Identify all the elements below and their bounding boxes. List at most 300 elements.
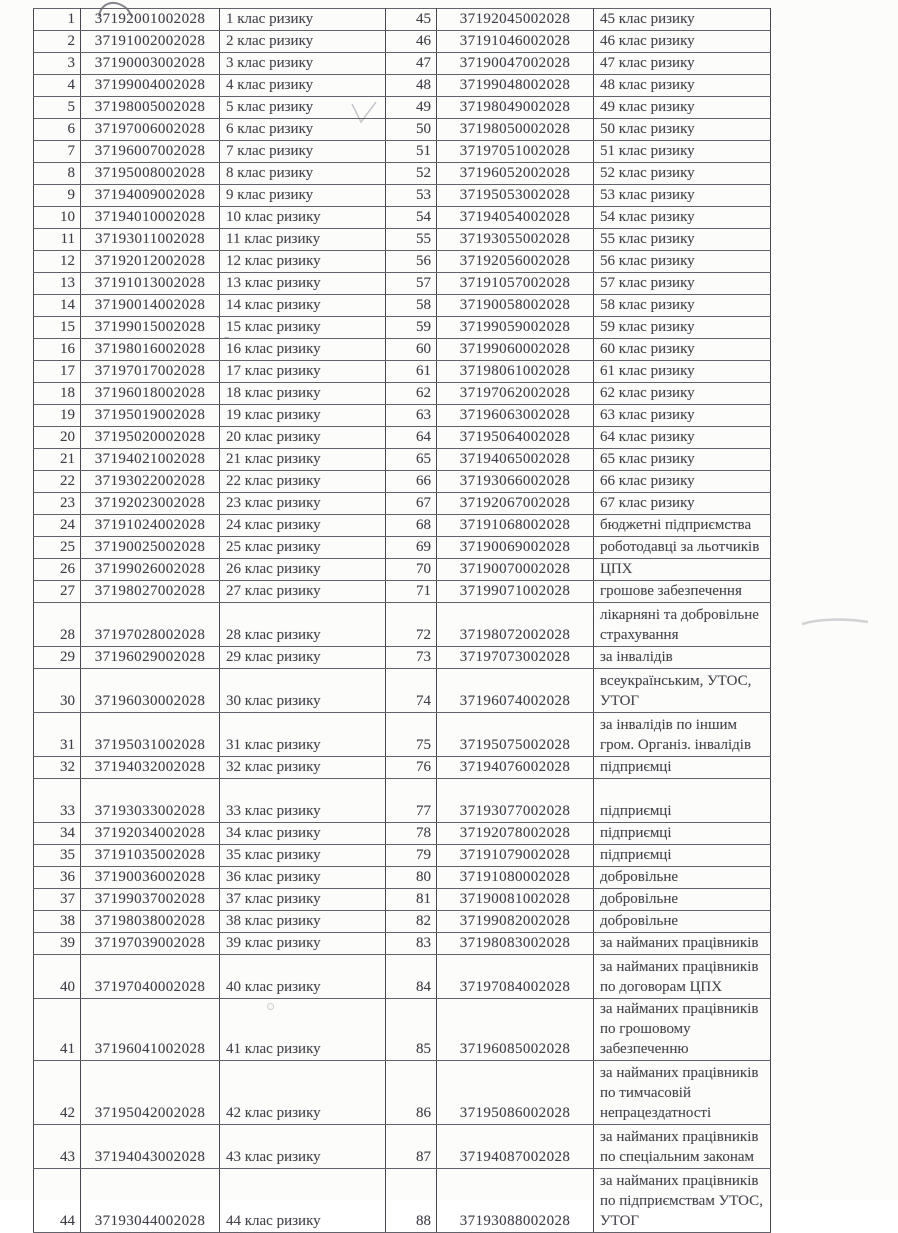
account-number-right: 37193066002028 bbox=[437, 471, 594, 493]
description-right: за найманих працівників bbox=[594, 933, 771, 955]
account-number-left: 37194043002028 bbox=[81, 1125, 220, 1169]
table-row bbox=[34, 163, 771, 185]
account-number-left: 37198016002028 bbox=[81, 339, 220, 361]
risk-class-left: 44 клас ризику bbox=[220, 1169, 386, 1233]
row-index-right: 74 bbox=[386, 669, 437, 713]
account-number-left: 37190025002028 bbox=[81, 537, 220, 559]
account-number-left: 37190036002028 bbox=[81, 867, 220, 889]
risk-class-left: 33 клас ризику bbox=[220, 779, 386, 823]
account-number-left: 37192034002028 bbox=[81, 823, 220, 845]
description-right: 63 клас ризику bbox=[594, 405, 771, 427]
table-row bbox=[34, 317, 771, 339]
table-row bbox=[34, 669, 771, 713]
table-row bbox=[34, 1061, 771, 1125]
description-right: добровільне bbox=[594, 911, 771, 933]
account-number-right: 37196052002028 bbox=[437, 163, 594, 185]
table-row bbox=[34, 361, 771, 383]
risk-class-left: 35 клас ризику bbox=[220, 845, 386, 867]
row-index-left: 43 bbox=[34, 1125, 81, 1169]
table-row bbox=[34, 933, 771, 955]
table-row bbox=[34, 141, 771, 163]
account-number-left: 37195008002028 bbox=[81, 163, 220, 185]
account-number-left: 37195019002028 bbox=[81, 405, 220, 427]
risk-class-left: 15 клас ризику bbox=[220, 317, 386, 339]
account-number-right: 37191079002028 bbox=[437, 845, 594, 867]
account-number-right: 37198049002028 bbox=[437, 97, 594, 119]
description-right: 49 клас ризику bbox=[594, 97, 771, 119]
account-number-left: 37198027002028 bbox=[81, 581, 220, 603]
account-number-right: 37192045002028 bbox=[437, 9, 594, 31]
description-right: за інвалідів по іншим гром. Організ. інвалідів bbox=[594, 713, 771, 757]
table-row bbox=[34, 53, 771, 75]
risk-class-left: 9 клас ризику bbox=[220, 185, 386, 207]
account-number-left: 37197039002028 bbox=[81, 933, 220, 955]
row-index-right: 77 bbox=[386, 779, 437, 823]
description-right: бюджетні підприємства bbox=[594, 515, 771, 537]
table-row bbox=[34, 405, 771, 427]
account-number-left: 37199004002028 bbox=[81, 75, 220, 97]
risk-class-left: 4 клас ризику bbox=[220, 75, 386, 97]
table-row bbox=[34, 845, 771, 867]
table-row bbox=[34, 383, 771, 405]
account-number-right: 37194065002028 bbox=[437, 449, 594, 471]
table-row bbox=[34, 515, 771, 537]
account-number-left: 37195042002028 bbox=[81, 1061, 220, 1125]
account-number-right: 37194087002028 bbox=[437, 1125, 594, 1169]
risk-class-left: 8 клас ризику bbox=[220, 163, 386, 185]
row-index-left: 29 bbox=[34, 647, 81, 669]
row-index-right: 85 bbox=[386, 999, 437, 1061]
row-index-left: 41 bbox=[34, 999, 81, 1061]
account-number-left: 37191035002028 bbox=[81, 845, 220, 867]
risk-class-left: 21 клас ризику bbox=[220, 449, 386, 471]
row-index-left: 36 bbox=[34, 867, 81, 889]
row-index-right: 61 bbox=[386, 361, 437, 383]
table-row bbox=[34, 537, 771, 559]
row-index-right: 80 bbox=[386, 867, 437, 889]
description-right: 50 клас ризику bbox=[594, 119, 771, 141]
table-row bbox=[34, 295, 771, 317]
risk-class-left: 26 клас ризику bbox=[220, 559, 386, 581]
account-number-right: 37198083002028 bbox=[437, 933, 594, 955]
description-right: 66 клас ризику bbox=[594, 471, 771, 493]
table-row bbox=[34, 493, 771, 515]
table-row bbox=[34, 1125, 771, 1169]
table-row bbox=[34, 119, 771, 141]
account-number-left: 37193022002028 bbox=[81, 471, 220, 493]
risk-class-left: 12 клас ризику bbox=[220, 251, 386, 273]
row-index-left: 7 bbox=[34, 141, 81, 163]
row-index-right: 79 bbox=[386, 845, 437, 867]
description-right: 58 клас ризику bbox=[594, 295, 771, 317]
account-number-right: 37192067002028 bbox=[437, 493, 594, 515]
row-index-left: 1 bbox=[34, 9, 81, 31]
row-index-left: 39 bbox=[34, 933, 81, 955]
table-row bbox=[34, 229, 771, 251]
account-number-left: 37193011002028 bbox=[81, 229, 220, 251]
risk-class-left: 28 клас ризику bbox=[220, 603, 386, 647]
risk-class-left: 34 клас ризику bbox=[220, 823, 386, 845]
row-index-left: 44 bbox=[34, 1169, 81, 1233]
description-right: грошове забезпечення bbox=[594, 581, 771, 603]
risk-class-left: 20 клас ризику bbox=[220, 427, 386, 449]
account-number-right: 37197084002028 bbox=[437, 955, 594, 999]
account-number-right: 37192078002028 bbox=[437, 823, 594, 845]
row-index-left: 31 bbox=[34, 713, 81, 757]
account-number-left: 37192001002028 bbox=[81, 9, 220, 31]
row-index-right: 58 bbox=[386, 295, 437, 317]
description-right: 60 клас ризику bbox=[594, 339, 771, 361]
row-index-right: 83 bbox=[386, 933, 437, 955]
risk-class-left: 36 клас ризику bbox=[220, 867, 386, 889]
description-right: 55 клас ризику bbox=[594, 229, 771, 251]
account-number-left: 37199026002028 bbox=[81, 559, 220, 581]
account-number-left: 37194009002028 bbox=[81, 185, 220, 207]
table-row bbox=[34, 449, 771, 471]
account-number-left: 37192023002028 bbox=[81, 493, 220, 515]
table-row bbox=[34, 779, 771, 823]
risk-class-left: 38 клас ризику bbox=[220, 911, 386, 933]
risk-class-left: 18 клас ризику bbox=[220, 383, 386, 405]
account-number-right: 37196085002028 bbox=[437, 999, 594, 1061]
description-right: 54 клас ризику bbox=[594, 207, 771, 229]
risk-class-table bbox=[33, 8, 771, 1233]
row-index-left: 16 bbox=[34, 339, 81, 361]
risk-class-left: 19 клас ризику bbox=[220, 405, 386, 427]
row-index-left: 12 bbox=[34, 251, 81, 273]
description-right: 45 клас ризику bbox=[594, 9, 771, 31]
table-row bbox=[34, 757, 771, 779]
description-right: 67 клас ризику bbox=[594, 493, 771, 515]
account-number-left: 37192012002028 bbox=[81, 251, 220, 273]
row-index-left: 34 bbox=[34, 823, 81, 845]
account-number-left: 37199015002028 bbox=[81, 317, 220, 339]
account-number-left: 37195031002028 bbox=[81, 713, 220, 757]
row-index-right: 76 bbox=[386, 757, 437, 779]
description-right: за найманих працівників по тимчасовій непрацездатності bbox=[594, 1061, 771, 1125]
account-number-left: 37196018002028 bbox=[81, 383, 220, 405]
row-index-left: 20 bbox=[34, 427, 81, 449]
row-index-left: 17 bbox=[34, 361, 81, 383]
row-index-left: 8 bbox=[34, 163, 81, 185]
account-number-right: 37194054002028 bbox=[437, 207, 594, 229]
row-index-left: 40 bbox=[34, 955, 81, 999]
table-body bbox=[34, 9, 771, 1233]
row-index-right: 87 bbox=[386, 1125, 437, 1169]
table-row bbox=[34, 9, 771, 31]
account-number-right: 37195086002028 bbox=[437, 1061, 594, 1125]
table-row bbox=[34, 471, 771, 493]
description-right: 57 клас ризику bbox=[594, 273, 771, 295]
account-number-right: 37191046002028 bbox=[437, 31, 594, 53]
account-number-right: 37198050002028 bbox=[437, 119, 594, 141]
description-right: лікарняні та добровільне страхування bbox=[594, 603, 771, 647]
risk-class-left: 6 клас ризику bbox=[220, 119, 386, 141]
account-number-left: 37190014002028 bbox=[81, 295, 220, 317]
table-row bbox=[34, 867, 771, 889]
row-index-right: 45 bbox=[386, 9, 437, 31]
risk-class-left: 32 клас ризику bbox=[220, 757, 386, 779]
description-right: за найманих працівників по договорам ЦПХ bbox=[594, 955, 771, 999]
row-index-left: 30 bbox=[34, 669, 81, 713]
account-number-right: 37190070002028 bbox=[437, 559, 594, 581]
row-index-right: 52 bbox=[386, 163, 437, 185]
row-index-right: 63 bbox=[386, 405, 437, 427]
table-row bbox=[34, 207, 771, 229]
row-index-left: 19 bbox=[34, 405, 81, 427]
risk-class-left: 10 клас ризику bbox=[220, 207, 386, 229]
table-row bbox=[34, 603, 771, 647]
row-index-left: 42 bbox=[34, 1061, 81, 1125]
row-index-left: 5 bbox=[34, 97, 81, 119]
account-number-right: 37195075002028 bbox=[437, 713, 594, 757]
row-index-left: 13 bbox=[34, 273, 81, 295]
risk-class-left: 7 клас ризику bbox=[220, 141, 386, 163]
table-row bbox=[34, 185, 771, 207]
row-index-right: 73 bbox=[386, 647, 437, 669]
account-number-left: 37197028002028 bbox=[81, 603, 220, 647]
account-number-right: 37199048002028 bbox=[437, 75, 594, 97]
table-row bbox=[34, 713, 771, 757]
row-index-right: 53 bbox=[386, 185, 437, 207]
row-index-right: 54 bbox=[386, 207, 437, 229]
table-row bbox=[34, 889, 771, 911]
row-index-left: 27 bbox=[34, 581, 81, 603]
description-right: 51 клас ризику bbox=[594, 141, 771, 163]
risk-class-left: 37 клас ризику bbox=[220, 889, 386, 911]
description-right: 64 клас ризику bbox=[594, 427, 771, 449]
row-index-right: 81 bbox=[386, 889, 437, 911]
row-index-right: 64 bbox=[386, 427, 437, 449]
account-number-right: 37196074002028 bbox=[437, 669, 594, 713]
row-index-left: 24 bbox=[34, 515, 81, 537]
description-right: 56 клас ризику bbox=[594, 251, 771, 273]
account-number-right: 37197073002028 bbox=[437, 647, 594, 669]
row-index-right: 57 bbox=[386, 273, 437, 295]
account-number-left: 37194032002028 bbox=[81, 757, 220, 779]
account-number-left: 37196029002028 bbox=[81, 647, 220, 669]
account-number-left: 37197017002028 bbox=[81, 361, 220, 383]
description-right: добровільне bbox=[594, 889, 771, 911]
account-number-left: 37191002002028 bbox=[81, 31, 220, 53]
description-right: 48 клас ризику bbox=[594, 75, 771, 97]
description-right: за найманих працівників по спеціальним законам bbox=[594, 1125, 771, 1169]
table-row bbox=[34, 647, 771, 669]
row-index-right: 86 bbox=[386, 1061, 437, 1125]
row-index-left: 38 bbox=[34, 911, 81, 933]
account-number-right: 37190058002028 bbox=[437, 295, 594, 317]
account-number-left: 37193044002028 bbox=[81, 1169, 220, 1233]
description-right: 47 клас ризику bbox=[594, 53, 771, 75]
table-row bbox=[34, 273, 771, 295]
description-right: 62 клас ризику bbox=[594, 383, 771, 405]
risk-class-left: 31 клас ризику bbox=[220, 713, 386, 757]
description-right: 52 клас ризику bbox=[594, 163, 771, 185]
account-number-right: 37193077002028 bbox=[437, 779, 594, 823]
row-index-right: 59 bbox=[386, 317, 437, 339]
row-index-right: 66 bbox=[386, 471, 437, 493]
risk-class-left: 1 клас ризику bbox=[220, 9, 386, 31]
row-index-left: 22 bbox=[34, 471, 81, 493]
account-number-right: 37195064002028 bbox=[437, 427, 594, 449]
row-index-right: 84 bbox=[386, 955, 437, 999]
account-number-left: 37191013002028 bbox=[81, 273, 220, 295]
row-index-left: 15 bbox=[34, 317, 81, 339]
table-row bbox=[34, 75, 771, 97]
table-row bbox=[34, 1169, 771, 1233]
account-number-left: 37196030002028 bbox=[81, 669, 220, 713]
account-number-right: 37199060002028 bbox=[437, 339, 594, 361]
description-right: 46 клас ризику bbox=[594, 31, 771, 53]
account-number-left: 37196041002028 bbox=[81, 999, 220, 1061]
risk-class-left: 24 клас ризику bbox=[220, 515, 386, 537]
risk-class-left: 5 клас ризику bbox=[220, 97, 386, 119]
risk-class-left: 16 клас ризику bbox=[220, 339, 386, 361]
account-number-right: 37193088002028 bbox=[437, 1169, 594, 1233]
account-number-right: 37193055002028 bbox=[437, 229, 594, 251]
account-number-left: 37190003002028 bbox=[81, 53, 220, 75]
description-right: 53 клас ризику bbox=[594, 185, 771, 207]
risk-class-left: 39 клас ризику bbox=[220, 933, 386, 955]
row-index-right: 56 bbox=[386, 251, 437, 273]
row-index-right: 46 bbox=[386, 31, 437, 53]
account-number-left: 37194010002028 bbox=[81, 207, 220, 229]
table-row bbox=[34, 911, 771, 933]
description-right: за інвалідів bbox=[594, 647, 771, 669]
account-number-left: 37197006002028 bbox=[81, 119, 220, 141]
account-number-right: 37196063002028 bbox=[437, 405, 594, 427]
account-number-right: 37191068002028 bbox=[437, 515, 594, 537]
risk-class-left: 27 клас ризику bbox=[220, 581, 386, 603]
account-number-right: 37192056002028 bbox=[437, 251, 594, 273]
account-number-right: 37199071002028 bbox=[437, 581, 594, 603]
risk-class-left: 2 клас ризику bbox=[220, 31, 386, 53]
risk-class-left: 14 клас ризику bbox=[220, 295, 386, 317]
description-right: всеукраїнським, УТОС, УТОГ bbox=[594, 669, 771, 713]
table-row bbox=[34, 955, 771, 999]
row-index-left: 21 bbox=[34, 449, 81, 471]
account-number-left: 37198005002028 bbox=[81, 97, 220, 119]
row-index-left: 2 bbox=[34, 31, 81, 53]
description-right: добровільне bbox=[594, 867, 771, 889]
risk-class-left: 22 клас ризику bbox=[220, 471, 386, 493]
description-right: ЦПХ bbox=[594, 559, 771, 581]
description-right: 59 клас ризику bbox=[594, 317, 771, 339]
account-number-right: 37190081002028 bbox=[437, 889, 594, 911]
table-row bbox=[34, 251, 771, 273]
row-index-right: 75 bbox=[386, 713, 437, 757]
row-index-left: 4 bbox=[34, 75, 81, 97]
table-row bbox=[34, 97, 771, 119]
table-row bbox=[34, 999, 771, 1061]
account-number-right: 37190047002028 bbox=[437, 53, 594, 75]
row-index-right: 62 bbox=[386, 383, 437, 405]
table-row bbox=[34, 559, 771, 581]
description-right: роботодавці за льотчиків bbox=[594, 537, 771, 559]
row-index-right: 71 bbox=[386, 581, 437, 603]
account-number-right: 37190069002028 bbox=[437, 537, 594, 559]
description-right: 61 клас ризику bbox=[594, 361, 771, 383]
row-index-right: 69 bbox=[386, 537, 437, 559]
risk-class-left: 23 клас ризику bbox=[220, 493, 386, 515]
table-row bbox=[34, 823, 771, 845]
account-number-left: 37195020002028 bbox=[81, 427, 220, 449]
table-row bbox=[34, 427, 771, 449]
row-index-right: 60 bbox=[386, 339, 437, 361]
description-right: підприємці bbox=[594, 757, 771, 779]
account-number-left: 37196007002028 bbox=[81, 141, 220, 163]
row-index-left: 9 bbox=[34, 185, 81, 207]
row-index-right: 78 bbox=[386, 823, 437, 845]
description-right: підприємці bbox=[594, 845, 771, 867]
account-number-right: 37191057002028 bbox=[437, 273, 594, 295]
account-number-left: 37198038002028 bbox=[81, 911, 220, 933]
account-number-right: 37194076002028 bbox=[437, 757, 594, 779]
description-right: за найманих працівників по грошовому забезпеченню bbox=[594, 999, 771, 1061]
row-index-right: 65 bbox=[386, 449, 437, 471]
risk-class-left: 13 клас ризику bbox=[220, 273, 386, 295]
row-index-left: 18 bbox=[34, 383, 81, 405]
row-index-left: 33 bbox=[34, 779, 81, 823]
risk-class-left: 30 клас ризику bbox=[220, 669, 386, 713]
description-right: підприємці bbox=[594, 779, 771, 823]
table-row bbox=[34, 581, 771, 603]
row-index-left: 3 bbox=[34, 53, 81, 75]
account-number-right: 37199059002028 bbox=[437, 317, 594, 339]
risk-class-left: 11 клас ризику bbox=[220, 229, 386, 251]
description-right: підприємці bbox=[594, 823, 771, 845]
row-index-left: 37 bbox=[34, 889, 81, 911]
row-index-left: 10 bbox=[34, 207, 81, 229]
row-index-left: 11 bbox=[34, 229, 81, 251]
row-index-right: 88 bbox=[386, 1169, 437, 1233]
account-number-right: 37197051002028 bbox=[437, 141, 594, 163]
row-index-left: 14 bbox=[34, 295, 81, 317]
row-index-left: 23 bbox=[34, 493, 81, 515]
risk-class-left: 3 клас ризику bbox=[220, 53, 386, 75]
row-index-right: 47 bbox=[386, 53, 437, 75]
row-index-right: 55 bbox=[386, 229, 437, 251]
risk-class-left: 17 клас ризику bbox=[220, 361, 386, 383]
account-number-right: 37199082002028 bbox=[437, 911, 594, 933]
table-row bbox=[34, 31, 771, 53]
row-index-right: 82 bbox=[386, 911, 437, 933]
risk-class-left: 42 клас ризику bbox=[220, 1061, 386, 1125]
account-number-left: 37194021002028 bbox=[81, 449, 220, 471]
account-number-right: 37197062002028 bbox=[437, 383, 594, 405]
row-index-left: 25 bbox=[34, 537, 81, 559]
table-row bbox=[34, 339, 771, 361]
risk-class-left: 43 клас ризику bbox=[220, 1125, 386, 1169]
account-number-right: 37198072002028 bbox=[437, 603, 594, 647]
risk-class-left: 29 клас ризику bbox=[220, 647, 386, 669]
description-right: 65 клас ризику bbox=[594, 449, 771, 471]
account-number-left: 37191024002028 bbox=[81, 515, 220, 537]
account-number-left: 37199037002028 bbox=[81, 889, 220, 911]
row-index-left: 6 bbox=[34, 119, 81, 141]
account-number-right: 37198061002028 bbox=[437, 361, 594, 383]
description-right: за найманих працівників по підприємствам УТОС, УТОГ bbox=[594, 1169, 771, 1233]
account-number-right: 37191080002028 bbox=[437, 867, 594, 889]
account-number-left: 37193033002028 bbox=[81, 779, 220, 823]
risk-class-left: 41 клас ризику bbox=[220, 999, 386, 1061]
row-index-right: 70 bbox=[386, 559, 437, 581]
row-index-right: 49 bbox=[386, 97, 437, 119]
row-index-right: 72 bbox=[386, 603, 437, 647]
row-index-right: 51 bbox=[386, 141, 437, 163]
row-index-left: 26 bbox=[34, 559, 81, 581]
risk-class-left: 25 клас ризику bbox=[220, 537, 386, 559]
